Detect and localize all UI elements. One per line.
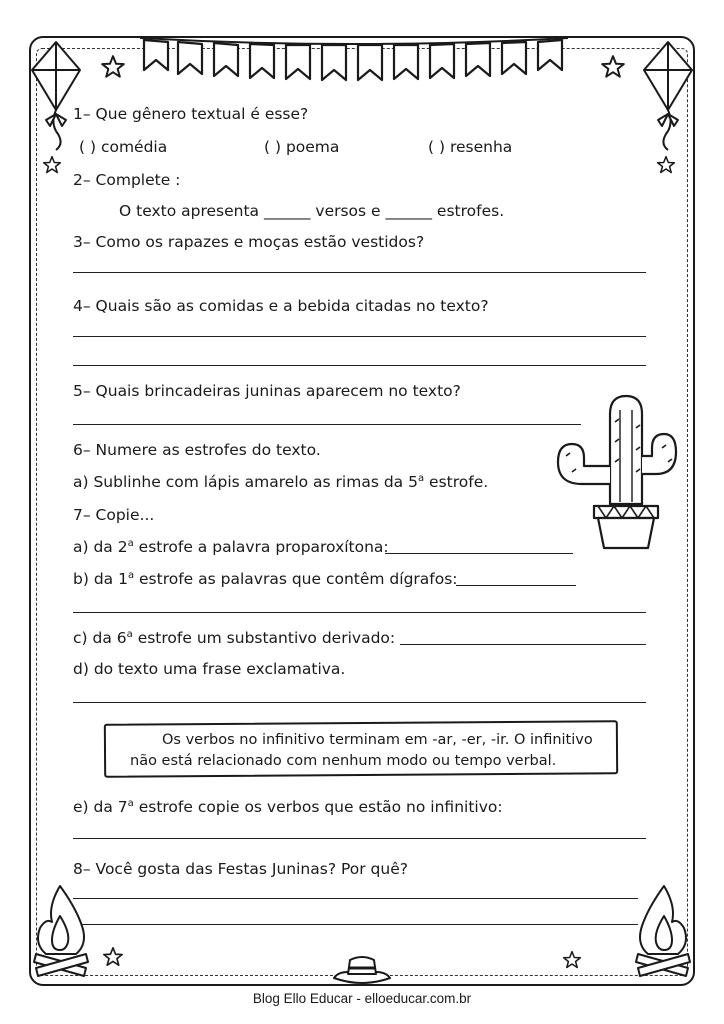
- question-7e: [73, 797, 503, 817]
- question-7b: [73, 569, 458, 589]
- bunting-flags-icon: [138, 30, 570, 86]
- answer-line: [73, 336, 646, 337]
- answer-line: [385, 553, 573, 554]
- answer-line: [73, 702, 646, 703]
- question-7c-text: c) da 6: [73, 629, 127, 647]
- star-icon: [600, 54, 626, 80]
- ordinal-mark: a: [127, 798, 134, 809]
- question-8: 8– Você gosta das Festas Juninas? Por quê?: [73, 860, 408, 878]
- ordinal-mark: a: [127, 538, 134, 549]
- star-icon: [562, 950, 582, 970]
- ordinal-mark: a: [127, 570, 135, 581]
- star-icon: [100, 54, 126, 80]
- question-5: 5– Quais brincadeiras juninas aparecem no texto?: [73, 382, 461, 400]
- question-7: 7– Copie...: [73, 506, 155, 524]
- question-7a-text: a) da 2: [73, 538, 128, 556]
- question-7e-text-end: estrofe copie os verbos que estão no infinitivo:: [133, 798, 503, 816]
- question-3: 3– Como os rapazes e moças estão vestidos?: [73, 233, 425, 251]
- star-icon: [102, 946, 124, 968]
- question-7b-text-end: estrofe as palavras que contêm dígrafos:: [134, 570, 458, 588]
- question-4: 4– Quais são as comidas e a bebida citadas no texto?: [73, 297, 489, 315]
- footer-credit: Blog Ello Educar - elloeducar.com.br: [252, 991, 472, 1006]
- option-resenha: ( ) resenha: [428, 138, 513, 156]
- kite-icon: [640, 40, 696, 152]
- question-7c: [73, 628, 395, 648]
- question-7b-text: b) da 1: [73, 570, 128, 588]
- answer-line: [73, 424, 581, 425]
- answer-line: [456, 585, 576, 586]
- ordinal-mark: a: [126, 629, 133, 640]
- answer-line: [400, 644, 646, 645]
- info-line-2: não está relacionado com nenhum modo ou tempo verbal.: [130, 753, 557, 769]
- straw-hat-icon: [330, 954, 394, 988]
- ordinal-mark: a: [417, 473, 425, 484]
- question-6: 6– Numere as estrofes do texto.: [73, 441, 321, 459]
- option-comedia: ( ) comédia: [79, 138, 168, 156]
- answer-line: [73, 898, 638, 899]
- question-7d: d) do texto uma frase exclamativa.: [73, 660, 346, 678]
- option-poema: ( ) poema: [264, 138, 340, 156]
- bonfire-icon: [632, 882, 694, 978]
- question-7a-text-end: estrofe a palavra proparoxítona:: [133, 538, 389, 556]
- star-icon: [656, 155, 676, 175]
- question-2-sentence: O texto apresenta ______ versos e ______ estrofes.: [119, 202, 505, 220]
- answer-line: [73, 612, 646, 613]
- answer-line: [73, 838, 646, 839]
- question-7a: [73, 537, 389, 557]
- question-7c-text-end: estrofe um substantivo derivado:: [132, 629, 396, 647]
- question-6a-text: a) Sublinhe com lápis amarelo as rimas da 5: [73, 473, 418, 491]
- question-2: 2– Complete :: [73, 171, 181, 189]
- question-6a: [73, 472, 488, 492]
- kite-icon: [28, 40, 84, 152]
- question-6a-text-end: estrofe.: [424, 473, 489, 491]
- cactus-icon: [552, 392, 684, 554]
- star-icon: [42, 155, 62, 175]
- question-7e-text: e) da 7: [73, 798, 128, 816]
- answer-line: [73, 365, 646, 366]
- answer-line: [82, 924, 638, 925]
- answer-line: [73, 272, 646, 273]
- info-line-1: Os verbos no infinitivo terminam em -ar, -er, -ir. O infinitivo: [162, 732, 593, 748]
- question-1: 1– Que gênero textual é esse?: [73, 105, 309, 123]
- bonfire-icon: [30, 882, 92, 978]
